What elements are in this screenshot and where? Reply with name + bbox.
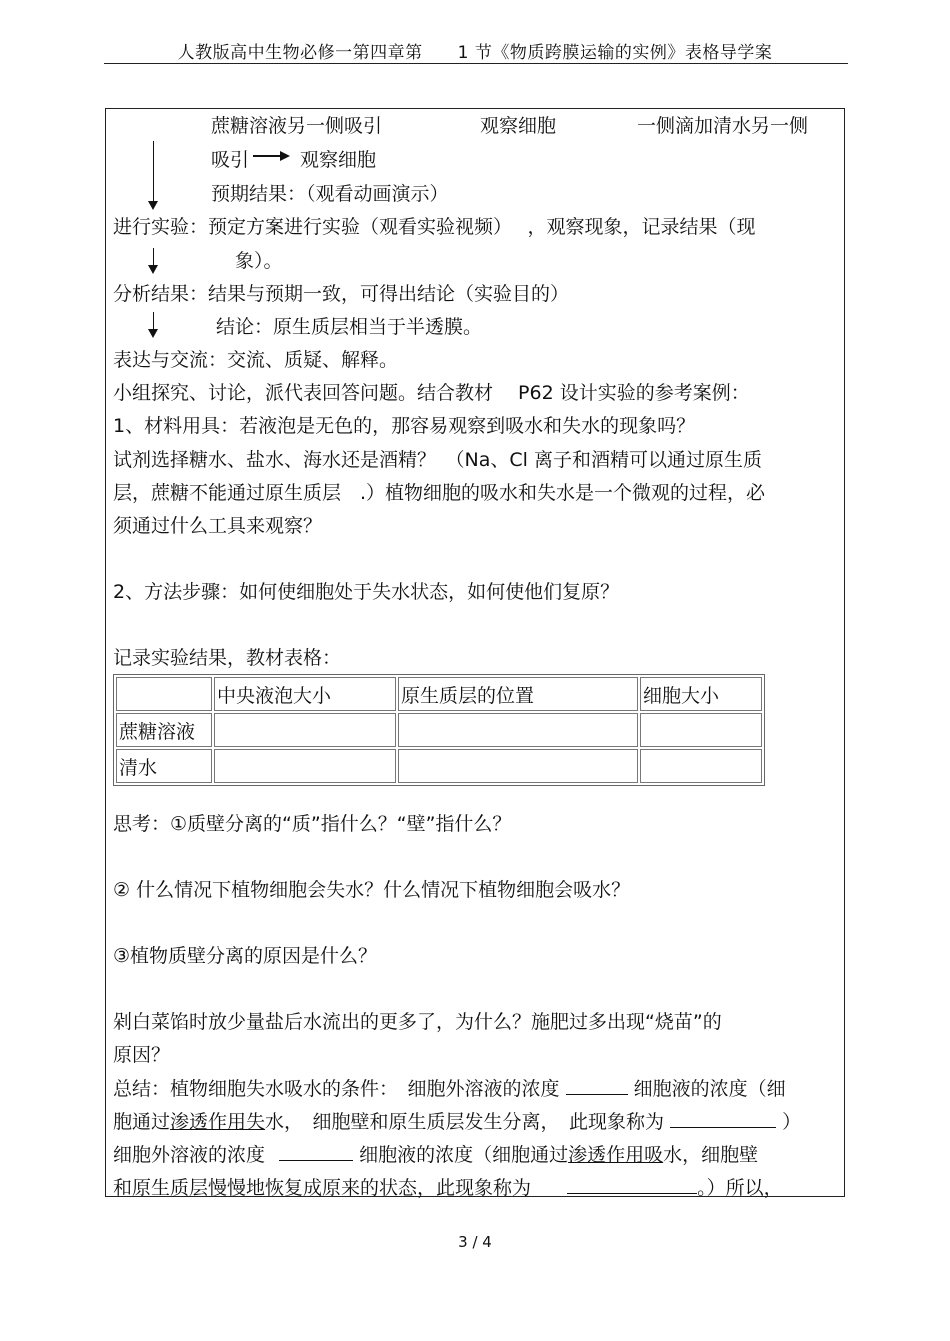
page-number: 3 / 4: [458, 1233, 492, 1251]
down-arrow-2-icon: [153, 248, 154, 272]
answer-blank-3[interactable]: [279, 1142, 353, 1161]
line-7: 结论：原生质层相当于半透膜。: [216, 316, 483, 338]
table-header-cell: 原生质层的位置: [398, 677, 638, 711]
line-6: 分析结果：结果与预期一致，可得出结论（实验目的）: [113, 283, 570, 305]
question-2: ② 什么情况下植物细胞会失水？什么情况下植物细胞会吸水？: [113, 879, 631, 901]
summary-2b: 水， 细胞壁和原生质层发生分离， 此现象称为: [265, 1111, 665, 1133]
table-cell: [214, 713, 396, 747]
table-header-cell: 中央液泡大小: [214, 677, 396, 711]
summary-3c: 水，细胞壁: [663, 1144, 759, 1166]
summary-4a: 和原生质层慢慢地恢复成原来的状态，此现象称为: [113, 1177, 532, 1199]
line-5: 象）。: [235, 250, 283, 272]
down-arrow-3-icon: [153, 312, 154, 336]
right-arrow-icon: [253, 155, 287, 157]
line-11: 试剂选择糖水、盐水、海水还是酒精？ （Na、Cl 离子和酒精可以通过原生质: [113, 449, 762, 471]
summary-2a: 胞通过: [113, 1111, 171, 1133]
summary-4b: 。）所以，: [697, 1177, 783, 1199]
summary-1a: 总结：植物细胞失水吸水的条件： 细胞外溶液的浓度: [113, 1078, 560, 1100]
table-cell: [398, 749, 638, 783]
line-10: 1、材料用具：若液泡是无色的，那容易观察到吸水和失水的现象吗？: [113, 415, 696, 437]
results-table: [113, 674, 765, 786]
question-3: ③植物质壁分离的原因是什么？: [113, 945, 378, 967]
summary-3a: 细胞外溶液的浓度: [113, 1144, 266, 1166]
table-cell: [640, 713, 762, 747]
table-header-row: [116, 677, 762, 711]
line-1b: 观察细胞: [480, 115, 557, 137]
line-2b: 观察细胞: [300, 149, 377, 171]
summary-3u: 渗透作用吸: [568, 1144, 664, 1166]
line-14: 2、方法步骤：如何使细胞处于失水状态，如何使他们复原？: [113, 581, 620, 603]
line-1c: 一侧滴加清水另一侧: [637, 115, 809, 137]
summary-1b: 细胞液的浓度（细: [633, 1078, 786, 1100]
table-cell: 清水: [116, 749, 212, 783]
table-header-cell: 细胞大小: [640, 677, 762, 711]
table-row: [116, 749, 762, 783]
line-9: 小组探究、讨论，派代表回答问题。结合教材 P62 设计实验的参考案例：: [113, 382, 750, 404]
answer-blank-2[interactable]: [670, 1109, 776, 1128]
table-cell: [398, 713, 638, 747]
table-row: [116, 713, 762, 747]
line-4: 进行实验：预定方案进行实验（观看实验视频） ，观察现象，记录结果（现: [113, 216, 756, 238]
summary-line-3: [113, 1142, 758, 1167]
summary-line-4: [113, 1175, 783, 1200]
summary-line-2: [113, 1109, 801, 1134]
question-4b: 原因？: [113, 1044, 171, 1066]
table-cell: 蔗糖溶液: [116, 713, 212, 747]
line-13: 须通过什么工具来观察？: [113, 515, 323, 537]
table-header-cell: [116, 677, 212, 711]
line-2a: 吸引: [211, 149, 250, 171]
header-rule: [104, 63, 848, 64]
table-cell: [214, 749, 396, 783]
question-4a: 剁白菜馅时放少量盐后水流出的更多了，为什么？施肥过多出现“烧苗”的: [113, 1011, 722, 1033]
question-1: 思考：①质壁分离的“质”指什么？“壁”指什么？: [113, 813, 512, 835]
summary-2c: ）: [782, 1111, 802, 1133]
table-cell: [640, 749, 762, 783]
summary-line-1: [113, 1076, 786, 1101]
summary-2u: 渗透作用失: [170, 1111, 266, 1133]
line-1a: 蔗糖溶液另一侧吸引: [211, 115, 383, 137]
line-15: 记录实验结果，教材表格：: [113, 647, 342, 669]
line-8: 表达与交流：交流、质疑、解释。: [113, 349, 399, 371]
down-arrow-1-icon: [153, 141, 154, 208]
line-3: 预期结果：（观看动画演示）: [211, 183, 449, 205]
answer-blank-1[interactable]: [566, 1076, 628, 1095]
summary-3b: 细胞液的浓度（细胞通过: [359, 1144, 569, 1166]
answer-blank-4[interactable]: [567, 1175, 697, 1194]
page-header: 人教版高中生物必修一第四章第 1 节《物质跨膜运输的实例》表格导学案: [177, 43, 773, 63]
line-12: 层，蔗糖不能通过原生质层 .）植物细胞的吸水和失水是一个微观的过程，必: [113, 482, 766, 504]
